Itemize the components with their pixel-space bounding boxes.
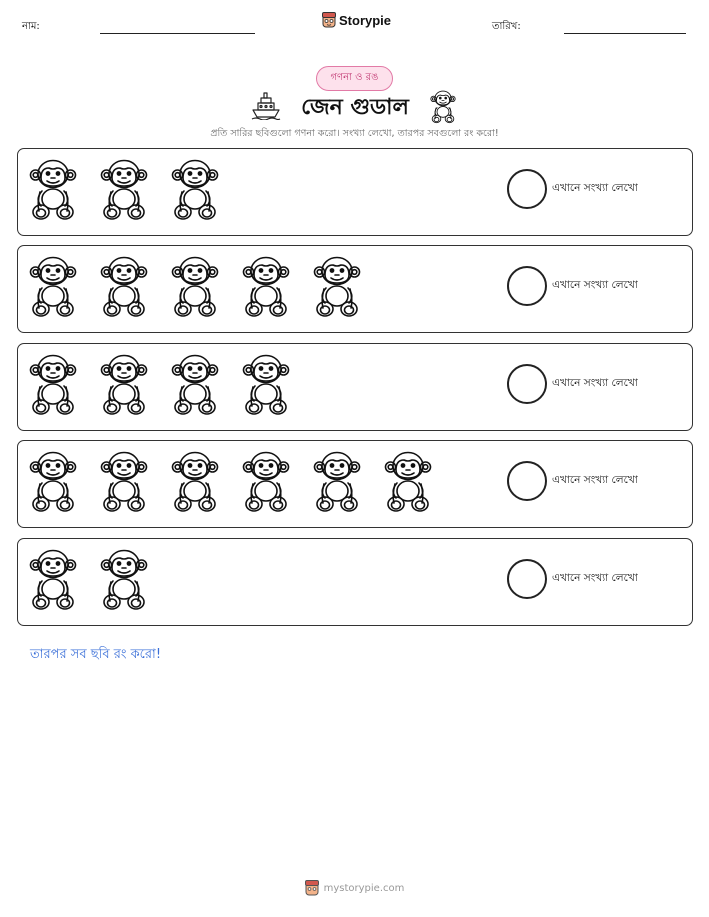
monkey-icon bbox=[171, 256, 219, 318]
site-footer bbox=[0, 880, 709, 896]
monkey-icon bbox=[29, 451, 77, 513]
title-row bbox=[0, 88, 709, 124]
answer-circle[interactable] bbox=[507, 461, 547, 501]
monkey-icon bbox=[430, 90, 456, 124]
counting-row bbox=[17, 343, 693, 431]
monkey-icon bbox=[384, 451, 432, 513]
answer-label: এখানে সংখ্যা লেখো bbox=[552, 474, 638, 486]
monkey-icon bbox=[100, 159, 148, 221]
counting-row bbox=[17, 148, 693, 236]
ship-icon bbox=[251, 90, 281, 120]
answer-label: এখানে সংখ্যা লেখো bbox=[552, 377, 638, 389]
monkey-icon bbox=[100, 256, 148, 318]
category-badge: গণনা ও রঙ bbox=[316, 66, 393, 91]
monkey-icon bbox=[100, 549, 148, 611]
worksheet-header bbox=[0, 0, 709, 50]
monkey-icon bbox=[171, 159, 219, 221]
brand-logo bbox=[322, 12, 391, 28]
answer-label: এখানে সংখ্যা লেখো bbox=[552, 182, 638, 194]
monkey-icon bbox=[242, 451, 290, 513]
monkey-icon bbox=[29, 256, 77, 318]
counting-row bbox=[17, 245, 693, 333]
counting-row bbox=[17, 538, 693, 626]
monkey-icon bbox=[29, 159, 77, 221]
name-label: নাম: bbox=[22, 21, 40, 32]
site-url: mystorypie.com bbox=[323, 882, 405, 894]
name-field-line[interactable] bbox=[100, 33, 255, 34]
storypie-mascot-icon bbox=[305, 880, 319, 896]
footer-note: তারপর সব ছবি রং করো! bbox=[30, 647, 162, 662]
monkey-icon bbox=[171, 354, 219, 416]
monkey-icon bbox=[242, 256, 290, 318]
monkey-icon bbox=[171, 451, 219, 513]
monkey-icon bbox=[100, 354, 148, 416]
monkey-icon bbox=[29, 549, 77, 611]
date-field-line[interactable] bbox=[564, 33, 686, 34]
date-label: তারিখ: bbox=[492, 21, 521, 32]
monkey-icon bbox=[100, 451, 148, 513]
brand-name: Storypie bbox=[339, 12, 392, 28]
answer-circle[interactable] bbox=[507, 559, 547, 599]
answer-circle[interactable] bbox=[507, 169, 547, 209]
counting-row bbox=[17, 440, 693, 528]
monkey-icon bbox=[313, 256, 361, 318]
page-title: জেন গুডাল bbox=[301, 95, 409, 120]
monkey-icon bbox=[313, 451, 361, 513]
answer-circle[interactable] bbox=[507, 266, 547, 306]
storypie-mascot-icon bbox=[322, 12, 336, 28]
monkey-icon bbox=[29, 354, 77, 416]
answer-circle[interactable] bbox=[507, 364, 547, 404]
instruction-text: প্রতি সারির ছবিগুলো গণনা করো। সংখ্যা লেখো, তারপর সবগুলো রং করো! bbox=[210, 128, 499, 139]
monkey-icon bbox=[242, 354, 290, 416]
answer-label: এখানে সংখ্যা লেখো bbox=[552, 279, 638, 291]
answer-label: এখানে সংখ্যা লেখো bbox=[552, 572, 638, 584]
